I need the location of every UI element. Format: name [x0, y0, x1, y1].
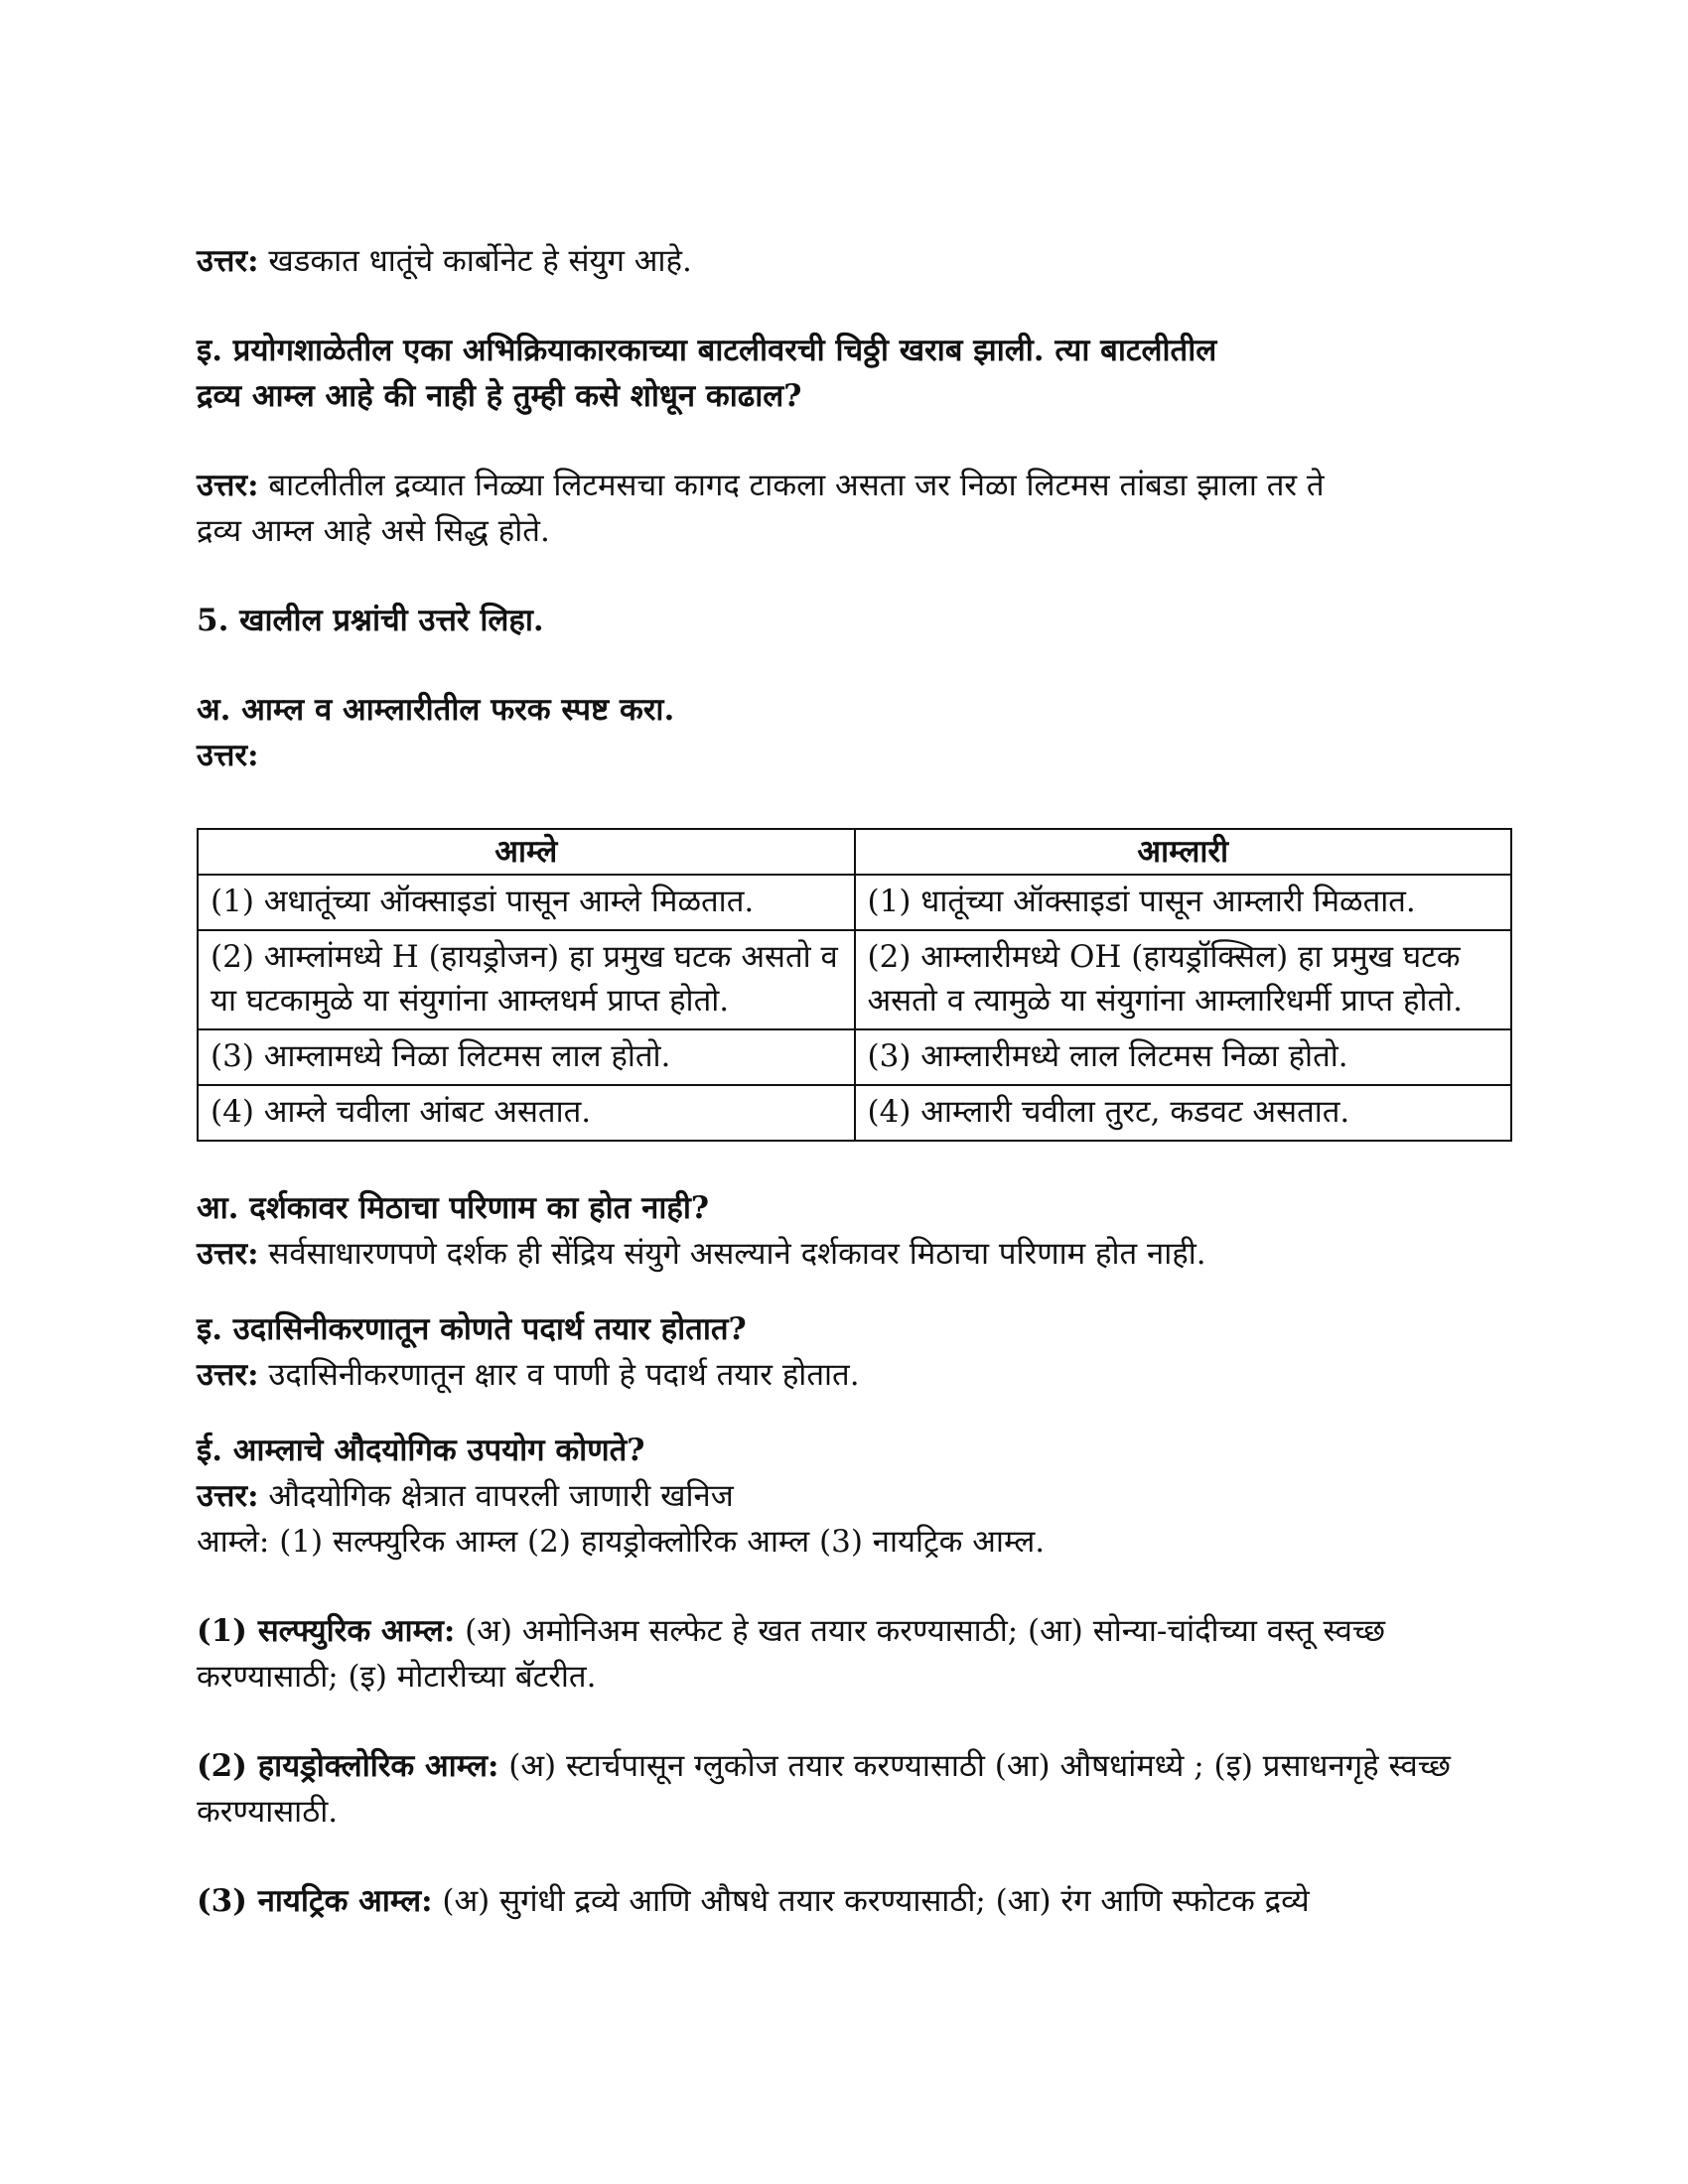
answer-text: सर्वसाधारणपणे दर्शक ही सेंद्रिय संयुगे असल्याने दर्शकावर मिठाचा परिणाम होत नाही. — [268, 1236, 1206, 1272]
table-row — [198, 875, 1511, 930]
table-header-bases: आम्लारी — [855, 829, 1512, 875]
table-cell: (2) आम्लांमध्ये H (हायड्रोजन) हा प्रमुख घटक असतो व या घटकामुळे या संयुगांना आम्लधर्म प्राप्त होतो. — [198, 930, 855, 1029]
answer-label: उत्तर: — [197, 243, 259, 279]
table-cell: (1) धातूंच्या ऑक्साइडां पासून आम्लारी मिळतात. — [855, 875, 1512, 930]
answer-paragraph-aa — [197, 1231, 1517, 1277]
use-nitric-acid — [197, 1878, 1517, 1924]
answer-paragraph-i — [197, 1352, 1517, 1398]
question-e-line-2: द्रव्य आम्ल आहे की नाही हे तुम्ही कसे शोधून काढाल? — [197, 378, 802, 414]
use-text: (अ) अमोनिअम सल्फेट हे खत तयार करण्यासाठी; (आ) सोन्या-चांदीच्या वस्तू स्वच्छ करण्यासाठी; (इ) मोटारीच्या बॅटरीत. — [197, 1613, 1385, 1695]
answer-text: खडकात धातूंचे कार्बोनेट हे संयुग आहे. — [268, 243, 692, 279]
use-text: (अ) स्टार्चपासून ग्लुकोज तयार करण्यासाठी (आ) औषधांमध्ये ; (इ) प्रसाधनगृहे स्वच्छ करण्यासाठी. — [197, 1748, 1451, 1830]
question-ii: ई. आम्लाचे औदयोगिक उपयोग कोणते? — [197, 1433, 645, 1468]
answer-paragraph-ii — [197, 1473, 1517, 1565]
use-label: (3) नायट्रिक आम्ल: — [197, 1883, 433, 1919]
table-row — [198, 1029, 1511, 1085]
table-cell: (3) आम्लारीमध्ये लाल लिटमस निळा होतो. — [855, 1029, 1512, 1085]
table-cell: (3) आम्लामध्ये निळा लिटमस लाल होतो. — [198, 1029, 855, 1085]
section-5-heading: 5. खालील प्रश्नांची उत्तरे लिहा. — [197, 603, 544, 638]
question-i: इ. उदासिनीकरणातून कोणते पदार्थ तयार होतात? — [197, 1311, 747, 1347]
table-cell: (4) आम्लारी चवीला तुरट, कडवट असतात. — [855, 1085, 1512, 1141]
document-page — [197, 238, 1517, 1924]
answer-ii-line-2: आम्ले: (1) सल्फ्युरिक आम्ल (2) हायड्रोक्लोरिक आम्ल (3) नायट्रिक आम्ल. — [197, 1524, 1046, 1560]
answer-e-line-2: द्रव्य आम्ल आहे असे सिद्ध होते. — [197, 513, 550, 549]
question-e — [197, 328, 1517, 419]
answer-label: उत्तर: — [197, 1478, 259, 1514]
answer-ii-line-1: औदयोगिक क्षेत्रात वापरली जाणारी खनिज — [268, 1478, 734, 1514]
question-a: अ. आम्ल व आम्लारीतील फरक स्पष्ट करा. — [197, 692, 675, 728]
table-row — [198, 930, 1511, 1029]
use-sulphuric-acid — [197, 1608, 1517, 1700]
use-label: (2) हायड्रोक्लोरिक आम्ल: — [197, 1748, 499, 1784]
question-aa: आ. दर्शकावर मिठाचा परिणाम का होत नाही? — [197, 1190, 710, 1226]
use-hydrochloric-acid — [197, 1743, 1517, 1835]
table-row — [198, 1085, 1511, 1141]
answer-label: उत्तर: — [197, 468, 259, 503]
use-label: (1) सल्फ्युरिक आम्ल: — [197, 1613, 456, 1649]
answer-label: उत्तर: — [197, 738, 259, 773]
answer-e-line-1: बाटलीतील द्रव्यात निळ्या लिटमसचा कागद टाकला असता जर निळा लिटमस तांबडा झाला तर ते — [268, 468, 1325, 503]
table-cell: (4) आम्ले चवीला आंबट असतात. — [198, 1085, 855, 1141]
answer-paragraph-e — [197, 463, 1517, 554]
table-cell: (1) अधातूंच्या ऑक्साइडां पासून आम्ले मिळतात. — [198, 875, 855, 930]
answer-label: उत्तर: — [197, 1357, 259, 1393]
answer-paragraph-1 — [197, 238, 1517, 284]
table-cell: (2) आम्लारीमध्ये OH (हायड्रॉक्सिल) हा प्रमुख घटक असतो व त्यामुळे या संयुगांना आम्लारिधर्मी प्राप्त होतो. — [855, 930, 1512, 1029]
answer-label: उत्तर: — [197, 1236, 259, 1272]
acid-base-table — [197, 828, 1512, 1142]
answer-text: उदासिनीकरणातून क्षार व पाणी हे पदार्थ तयार होतात. — [268, 1357, 860, 1393]
table-header-row — [198, 829, 1511, 875]
question-e-line-1: इ. प्रयोगशाळेतील एका अभिक्रियाकारकाच्या बाटलीवरची चिठ्ठी खराब झाली. त्या बाटलीतील — [197, 333, 1217, 368]
table-header-acids: आम्ले — [198, 829, 855, 875]
use-text: (अ) सुगंधी द्रव्ये आणि औषधे तयार करण्यासाठी; (आ) रंग आणि स्फोटक द्रव्ये — [442, 1883, 1310, 1919]
